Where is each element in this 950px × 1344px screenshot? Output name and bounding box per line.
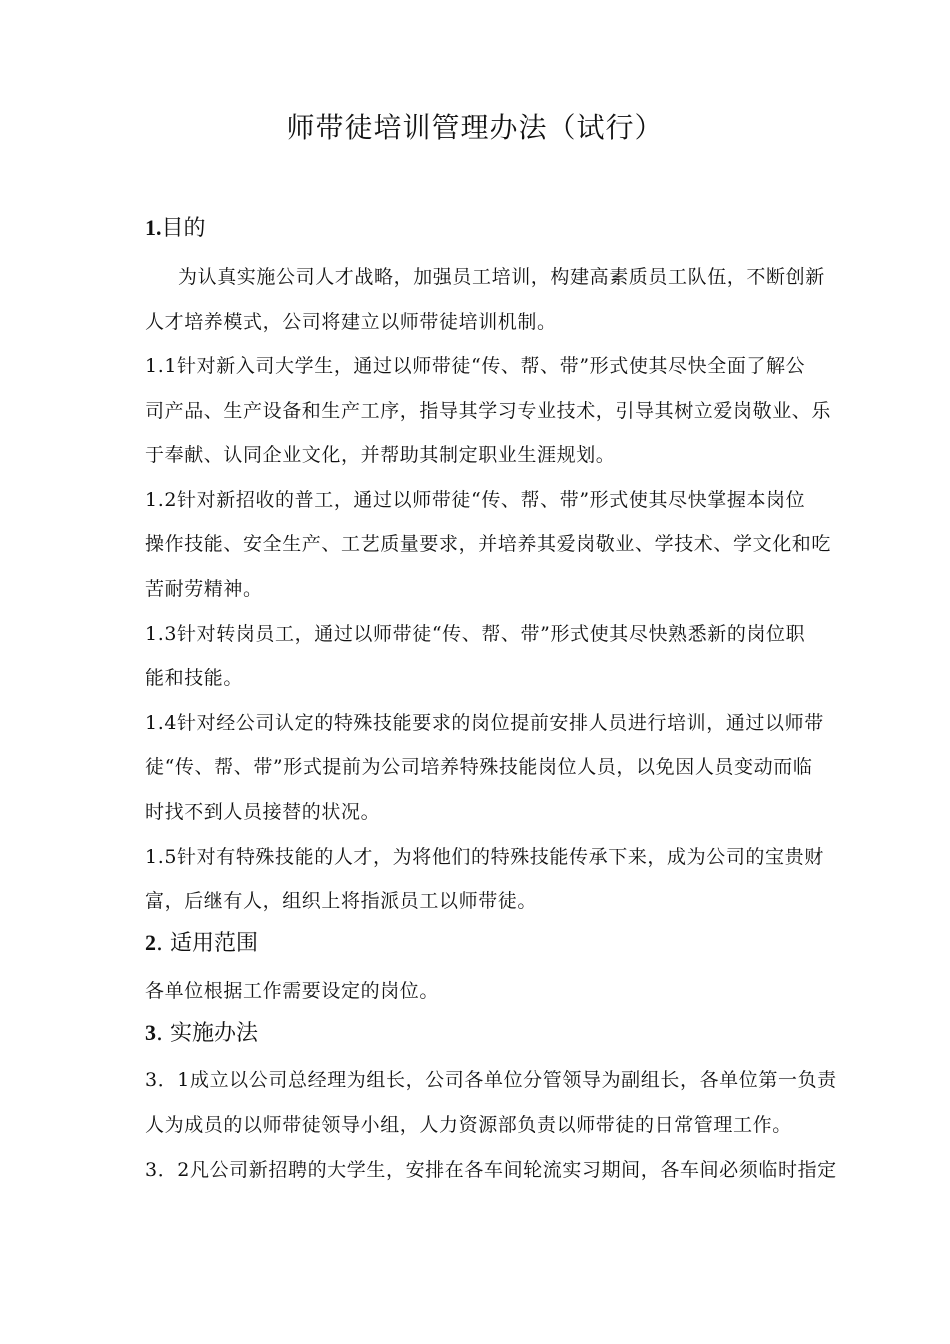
document-title: 师带徒培训管理办法（试行） xyxy=(286,111,664,144)
paragraph-line: 富，后继有人，组织上将指派员工以师带徒。 xyxy=(145,890,538,912)
paragraph-line: 时找不到人员接替的状况。 xyxy=(145,801,381,823)
paragraph-line: 各单位根据工作需要设定的岗位。 xyxy=(145,980,440,1002)
paragraph-line: 人才培养模式，公司将建立以师带徒培训机制。 xyxy=(145,311,557,333)
section-title: . 适用范围 xyxy=(156,931,258,956)
paragraph-line: 操作技能、安全生产、工艺质量要求，并培养其爱岗敬业、学技术、学文化和吃 xyxy=(145,533,832,555)
paragraph-line: 1.5针对有特殊技能的人才，为将他们的特殊技能传承下来，成为公司的宝贵财 xyxy=(145,846,824,868)
paragraph-line: 1.3针对转岗员工，通过以师带徒“传、帮、带”形式使其尽快熟悉新的岗位职 xyxy=(145,623,806,645)
paragraph-line: 人为成员的以师带徒领导小组，人力资源部负责以师带徒的日常管理工作。 xyxy=(145,1114,792,1136)
paragraph-line: 为认真实施公司人才战略，加强员工培训，构建高素质员工队伍，不断创新 xyxy=(178,266,825,288)
section-heading-purpose xyxy=(145,213,206,244)
section-title: 目的 xyxy=(161,216,206,241)
paragraph-line: 3．2凡公司新招聘的大学生，安排在各车间轮流实习期间，各车间必须临时指定 xyxy=(145,1159,837,1181)
section-heading-scope xyxy=(145,928,258,959)
paragraph-line: 1.1针对新入司大学生，通过以师带徒“传、帮、带”形式使其尽快全面了解公 xyxy=(145,355,806,377)
section-number: 2 xyxy=(145,930,156,955)
section-title: . 实施办法 xyxy=(156,1021,258,1046)
paragraph-line: 1.4针对经公司认定的特殊技能要求的岗位提前安排人员进行培训，通过以师带 xyxy=(145,712,824,734)
section-number: 1. xyxy=(145,215,162,240)
paragraph-line: 徒“传、帮、带”形式提前为公司培养特殊技能岗位人员，以免因人员变动而临 xyxy=(145,756,813,778)
paragraph-line: 苦耐劳精神。 xyxy=(145,578,263,600)
section-heading-implementation xyxy=(145,1018,258,1049)
paragraph-line: 于奉献、认同企业文化，并帮助其制定职业生涯规划。 xyxy=(145,444,616,466)
section-number: 3 xyxy=(145,1020,156,1045)
paragraph-line: 能和技能。 xyxy=(145,667,244,689)
paragraph-line: 3．1成立以公司总经理为组长，公司各单位分管领导为副组长，各单位第一负责 xyxy=(145,1069,837,1091)
paragraph-line: 1.2针对新招收的普工，通过以师带徒“传、帮、带”形式使其尽快掌握本岗位 xyxy=(145,489,806,511)
paragraph-line: 司产品、生产设备和生产工序，指导其学习专业技术，引导其树立爱岗敬业、乐 xyxy=(145,400,832,422)
